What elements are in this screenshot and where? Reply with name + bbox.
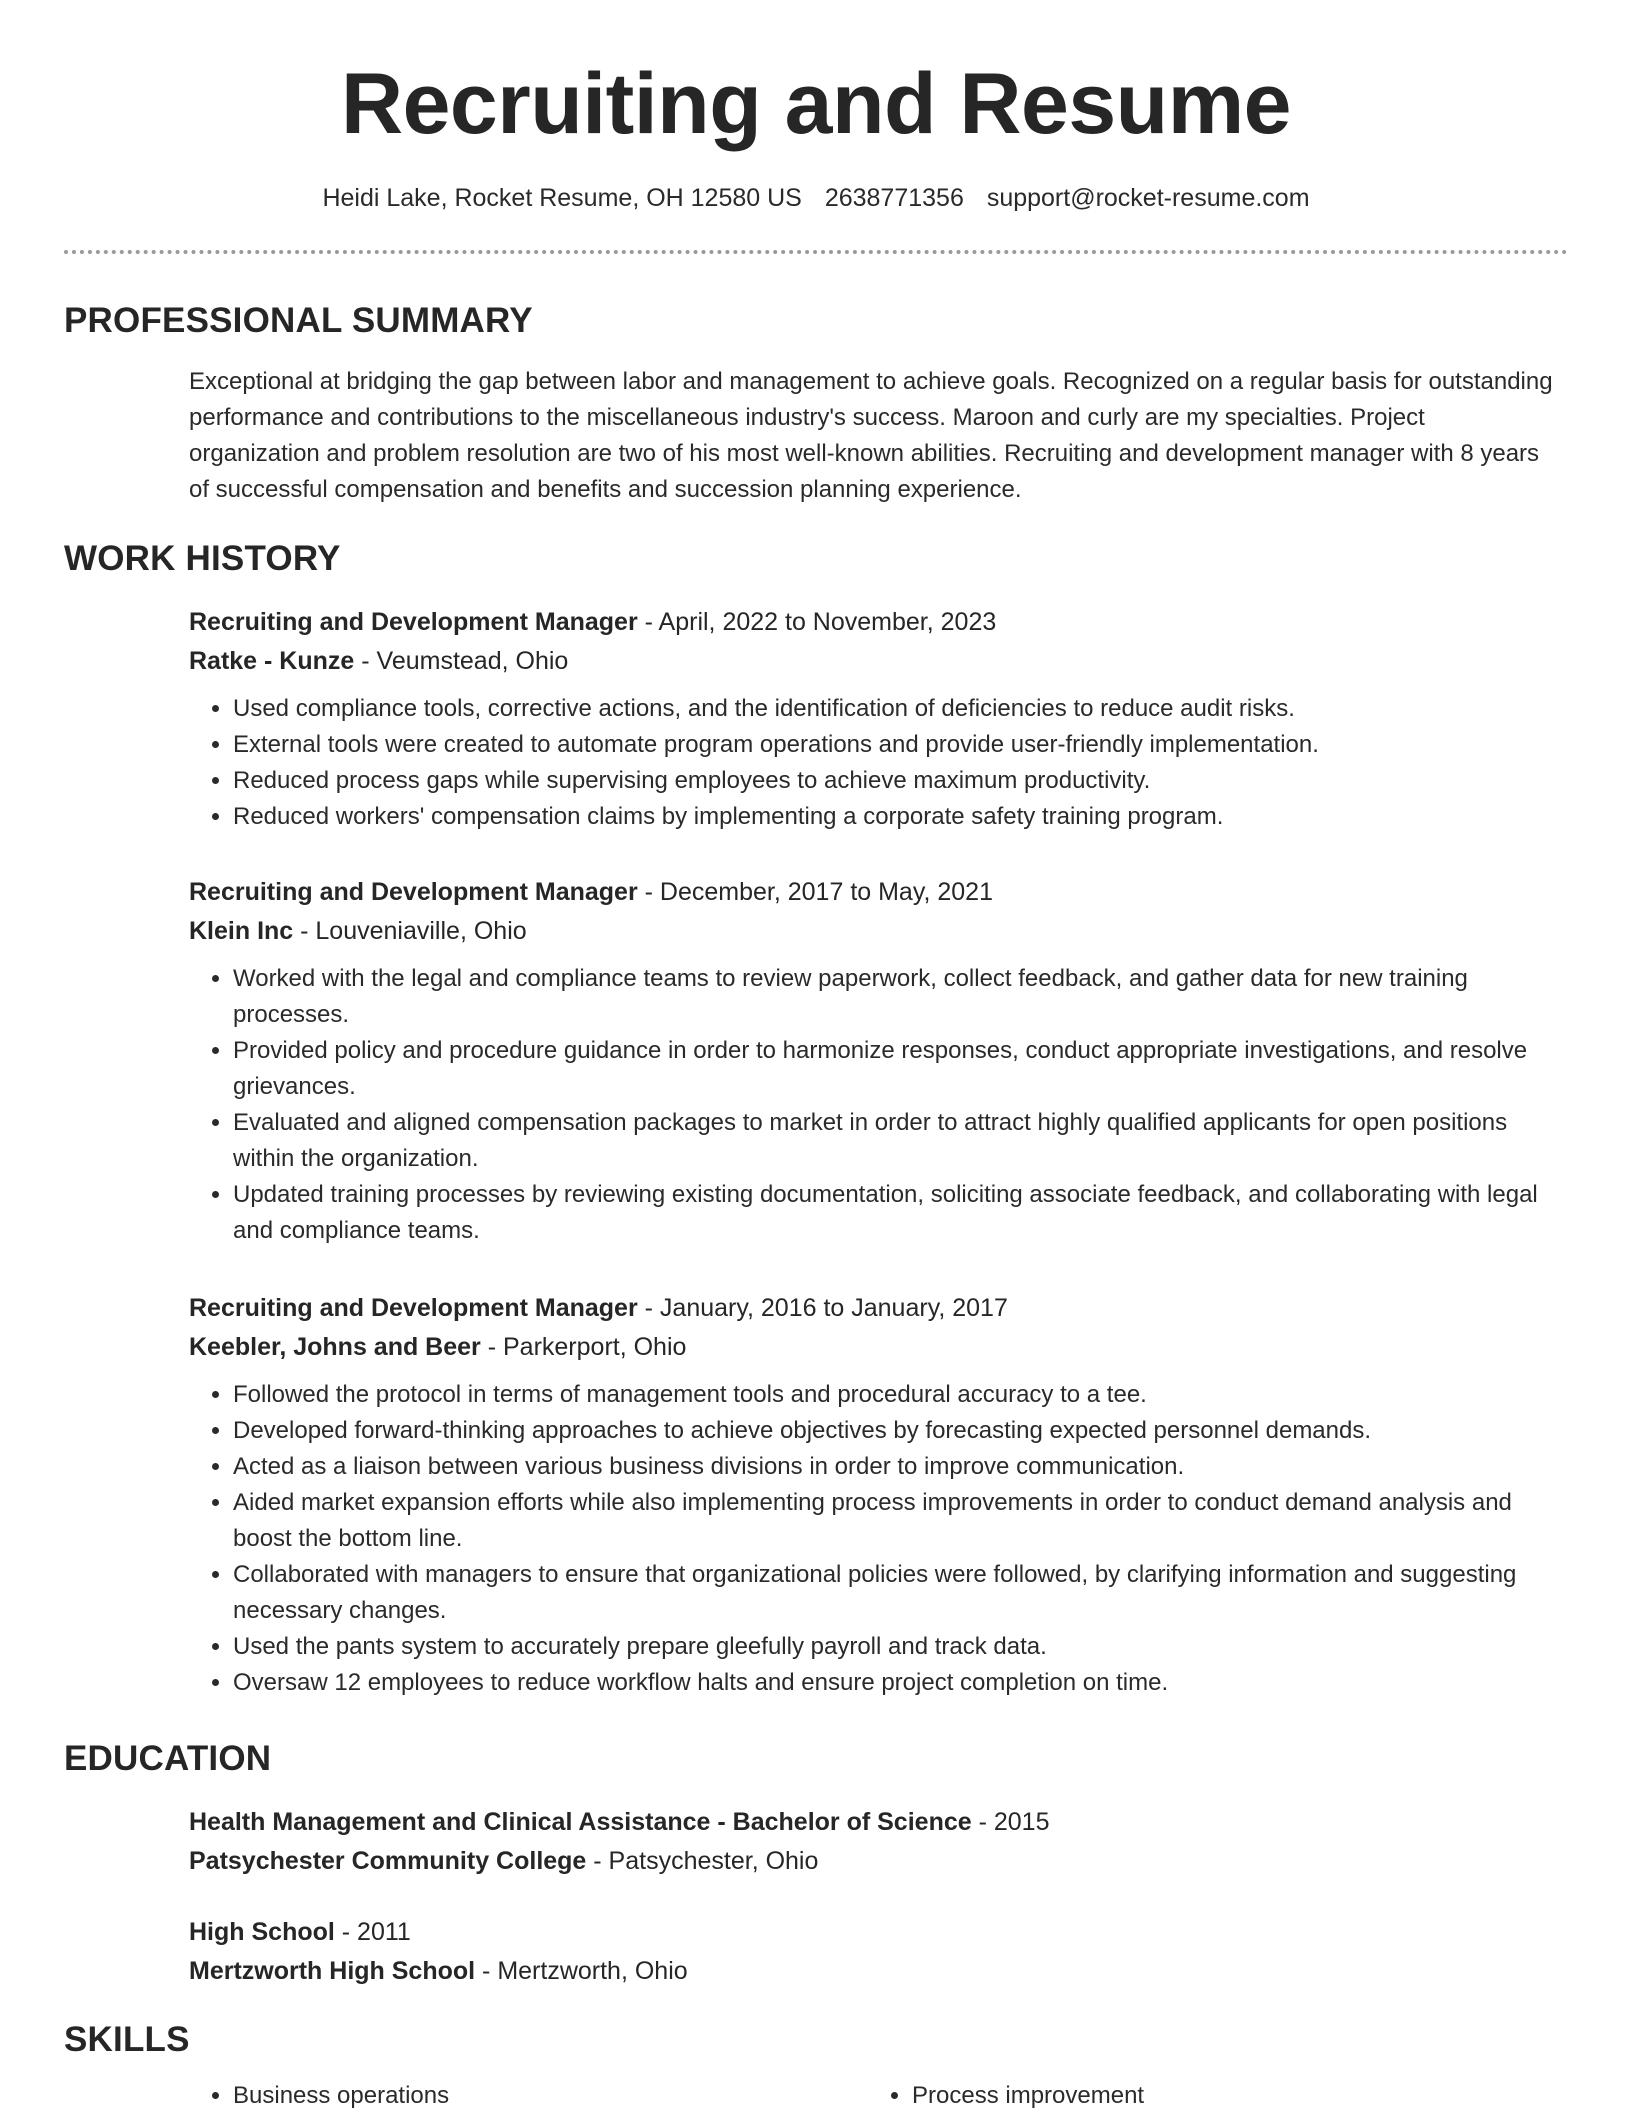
job-company: Klein Inc (189, 917, 294, 945)
job-entry (189, 603, 1569, 835)
resume-title: Recruiting and Resume (340, 56, 1292, 152)
job-title: Recruiting and Development Manager (189, 608, 638, 636)
contact-address: Heidi Lake, Rocket Resume, OH 12580 US (322, 184, 802, 212)
header-divider (64, 250, 1568, 254)
job-bullets (189, 691, 1569, 835)
job-title-line (189, 873, 1569, 912)
list-item: • Evaluated and aligned compensation packages to market in order to attract highly qualified applicants for open positions within the organization. (233, 1105, 1569, 1177)
job-title-line (189, 1289, 1569, 1328)
list-item: • Developed forward-thinking approaches to achieve objectives by forecasting expected personnel demands. (233, 1413, 1569, 1449)
education-school: Patsychester Community College (189, 1847, 587, 1875)
list-item: • Used the pants system to accurately prepare gleefully payroll and track data. (233, 1629, 1569, 1665)
job-bullets (189, 1377, 1569, 1701)
education-school-line (189, 1952, 1569, 1991)
skills-column-left (189, 2078, 449, 2114)
job-title-line (189, 603, 1569, 642)
job-location: - Veumstead, Ohio (354, 647, 569, 675)
contact-email: support@rocket-resume.com (986, 184, 1310, 212)
summary-text: Exceptional at bridging the gap between labor and management to achieve goals. Recognized on a regular basis for outstanding performance and contributions to the miscellaneous industry's success. Maroon and curly are my specialties. Project organization and problem resolution are two of his most well-known abilities. Recruiting and development manager with 8 years of successful compensation and benefits and succession planning experience. (189, 368, 1553, 503)
education-school: Mertzworth High School (189, 1957, 476, 1985)
list-item: • External tools were created to automate program operations and provide user-friendly implementation. (233, 727, 1569, 763)
education-degree-line (189, 1913, 1569, 1952)
job-title: Recruiting and Development Manager (189, 1294, 638, 1322)
section-heading-skills: SKILLS (64, 2020, 190, 2059)
education-degree: High School (189, 1918, 335, 1946)
job-entry (189, 1289, 1569, 1701)
education-degree: Health Management and Clinical Assistance - Bachelor of Science (189, 1808, 972, 1836)
section-heading-summary: PROFESSIONAL SUMMARY (64, 301, 533, 340)
list-item: • Process improvement (912, 2078, 1144, 2114)
list-item: • Updated training processes by reviewing existing documentation, soliciting associate feedback, and collaborating with legal and compliance teams. (233, 1177, 1569, 1249)
job-company-line (189, 1328, 1569, 1367)
section-heading-education: EDUCATION (64, 1739, 272, 1778)
education-year: - 2011 (334, 1918, 411, 1946)
skills-column-right (868, 2078, 1144, 2114)
job-title: Recruiting and Development Manager (189, 878, 638, 906)
job-dates: - January, 2016 to January, 2017 (637, 1294, 1008, 1322)
list-item: • Acted as a liaison between various business divisions in order to improve communication. (233, 1449, 1569, 1485)
list-item: • Used compliance tools, corrective actions, and the identification of deficiencies to reduce audit risks. (233, 691, 1569, 727)
job-company: Keebler, Johns and Beer (189, 1333, 481, 1361)
job-dates: - December, 2017 to May, 2021 (637, 878, 993, 906)
education-school-line (189, 1842, 1569, 1881)
education-degree-line (189, 1803, 1569, 1842)
education-entry (189, 1803, 1569, 1881)
job-entry (189, 873, 1569, 1249)
list-item: • Business operations (233, 2078, 449, 2114)
list-item: • Followed the protocol in terms of management tools and procedural accuracy to a tee. (233, 1377, 1569, 1413)
list-item: • Reduced process gaps while supervising employees to achieve maximum productivity. (233, 763, 1569, 799)
list-item: • Aided market expansion efforts while also implementing process improvements in order to conduct demand analysis and boost the bottom line. (233, 1485, 1569, 1557)
list-item: • Worked with the legal and compliance teams to review paperwork, collect feedback, and gather data for new training processes. (233, 961, 1569, 1033)
job-bullets (189, 961, 1569, 1249)
list-item: • Oversaw 12 employees to reduce workflow halts and ensure project completion on time. (233, 1665, 1569, 1701)
education-year: - 2015 (971, 1808, 1050, 1836)
job-dates: - April, 2022 to November, 2023 (637, 608, 997, 636)
education-location: - Patsychester, Ohio (586, 1847, 819, 1875)
education-location: - Mertzworth, Ohio (475, 1957, 688, 1985)
list-item: • Reduced workers' compensation claims by implementing a corporate safety training program. (233, 799, 1569, 835)
job-company-line (189, 912, 1569, 951)
list-item: • Provided policy and procedure guidance in order to harmonize responses, conduct appropriate investigations, and resolve grievances. (233, 1033, 1569, 1105)
contact-phone: 2638771356 (824, 184, 964, 212)
job-company-line (189, 642, 1569, 681)
list-item: • Collaborated with managers to ensure that organizational policies were followed, by clarifying information and suggesting necessary changes. (233, 1557, 1569, 1629)
job-location: - Parkerport, Ohio (480, 1333, 687, 1361)
education-entry (189, 1913, 1569, 1991)
section-heading-work-history: WORK HISTORY (64, 539, 341, 578)
job-company: Ratke - Kunze (189, 647, 355, 675)
contact-line (0, 180, 1632, 216)
job-location: - Louveniaville, Ohio (293, 917, 527, 945)
